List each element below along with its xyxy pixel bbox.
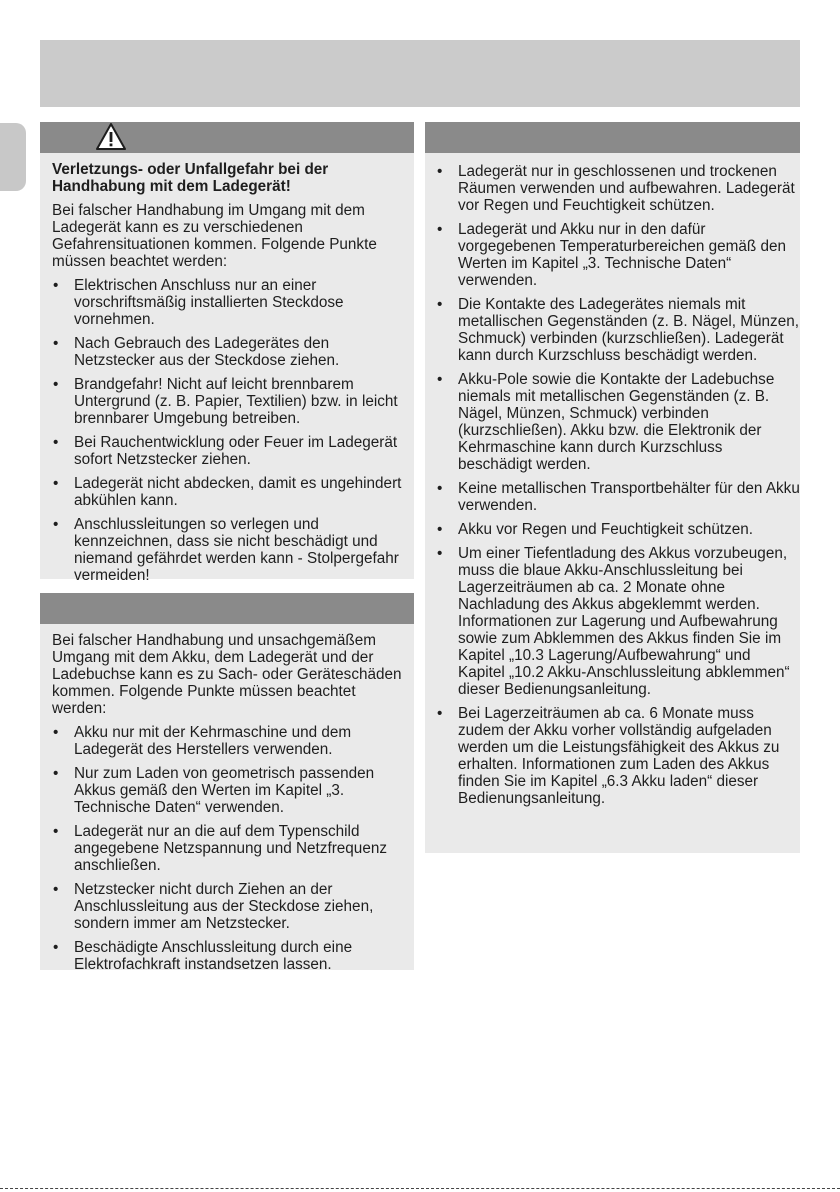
list-item: • Bei Lagerzeiträumen ab ca. 6 Monate muss zudem der Akku vorher vollständig aufgeladen werden um die Leistungsfähigkeit des Akkus zu erhalten. Informationen zum Laden des Akkus finden Sie im Kapitel „6.3 Akku laden“ dieser Bedienungsanleitung. [436,705,800,807]
list-item: • Keine metallischen Transportbehälter für den Akku verwenden. [436,480,800,514]
notice-box-header [425,122,800,153]
warning-intro: Bei falscher Handhabung im Umgang mit dem Ladegerät kann es zu verschiedenen Gefahrensituationen kommen. Folgende Punkte müssen beachtet werden: [52,202,377,270]
list-item: • Anschlussleitungen so verlegen und kennzeichnen, dass sie nicht beschädigt und niemand gefährdet werden kann - Stolpergefahr vermeiden! [52,516,414,584]
list-item: • Akku vor Regen und Feuchtigkeit schützen. [436,521,800,538]
notice-box-body [40,624,414,973]
notice-box-body [425,153,800,807]
list-item: • Bei Rauchentwicklung oder Feuer im Ladegerät sofort Netzstecker ziehen. [52,434,414,468]
list-item: • Akku nur mit der Kehrmaschine und dem Ladegerät des Herstellers verwenden. [52,724,414,758]
page-bottom-rule [0,1188,840,1189]
list-item: • Akku-Pole sowie die Kontakte der Ladebuchse niemals mit metallischen Gegenständen (z. B. Nägel, Münzen, Schmuck) verbinden (kurzschließen). Akku bzw. die Elektronik der Kehrmaschine kann durch Kurzschluss beschädigt werden. [436,371,800,473]
warning-heading: Verletzungs- oder Unfallgefahr bei der Handhabung mit dem Ladegerät! [52,161,329,195]
list-item: • Die Kontakte des Ladegerätes niemals mit metallischen Gegenständen (z. B. Nägel, Münzen, Schmuck) verbinden (kurzschließen). Ladegerät kann durch Kurzschluss beschädigt werden. [436,296,800,364]
list-item: • Beschädigte Anschlussleitung durch eine Elektrofachkraft instandsetzen lassen. [52,939,414,973]
list-item: • Netzstecker nicht durch Ziehen an der Anschlussleitung aus der Steckdose ziehen, sondern immer am Netzstecker. [52,881,414,932]
list-item: • Ladegerät nicht abdecken, damit es ungehindert abkühlen kann. [52,475,414,509]
list-item: • Ladegerät nur an die auf dem Typenschild angegebene Netzspannung und Netzfrequenz anschließen. [52,823,414,874]
warning-box-header [40,122,414,153]
notice-list [52,724,414,973]
list-item: • Ladegerät und Akku nur in den dafür vorgegebenen Temperaturbereichen gemäß den Werten im Kapitel „3. Technische Daten“ verwenden. [436,221,800,289]
warning-list [52,277,414,584]
list-item: • Um einer Tiefentladung des Akkus vorzubeugen, muss die blaue Akku-Anschlussleitung bei Lagerzeiträumen ab ca. 2 Monate ohne Nachladung des Akkus abgeklemmt werden. Informationen zur Lagerung und Aufbewahrung sowie zum Abklemmen des Akkus finden Sie im Kapitel „10.3 Lagerung/Aufbewahrung“ und Kapitel „10.2 Akku-Anschlussleitung abklemmen“ dieser Bedienungsanleitung. [436,545,800,698]
list-item: • Ladegerät nur in geschlossenen und trockenen Räumen verwenden und aufbewahren. Ladegerät vor Regen und Feuchtigkeit schützen. [436,163,800,214]
warning-box-charger [40,122,414,584]
notice-box-battery [425,122,800,853]
list-item: • Nur zum Laden von geometrisch passenden Akkus gemäß den Werten im Kapitel „3. Technische Daten“ verwenden. [52,765,414,816]
notice-box-damage [40,593,414,973]
page-header-bar [40,40,800,107]
list-item: • Brandgefahr! Nicht auf leicht brennbarem Untergrund (z. B. Papier, Textilien) bzw. in leicht brennbarer Umgebung betreiben. [52,376,414,427]
notice-box-header [40,593,414,624]
notice-list [436,163,800,807]
list-item: • Elektrischen Anschluss nur an einer vorschriftsmäßig installierten Steckdose vornehmen. [52,277,414,328]
warning-box-body [40,153,414,584]
warning-triangle-icon [95,122,127,152]
notice-intro: Bei falscher Handhabung und unsachgemäßem Umgang mit dem Akku, dem Ladegerät und der Ladebuchse kann es zu Sach- oder Geräteschäden kommen. Folgende Punkte müssen beachtet werden: [52,632,402,717]
list-item: • Nach Gebrauch des Ladegerätes den Netzstecker aus der Steckdose ziehen. [52,335,414,369]
chapter-side-tab [0,123,26,191]
